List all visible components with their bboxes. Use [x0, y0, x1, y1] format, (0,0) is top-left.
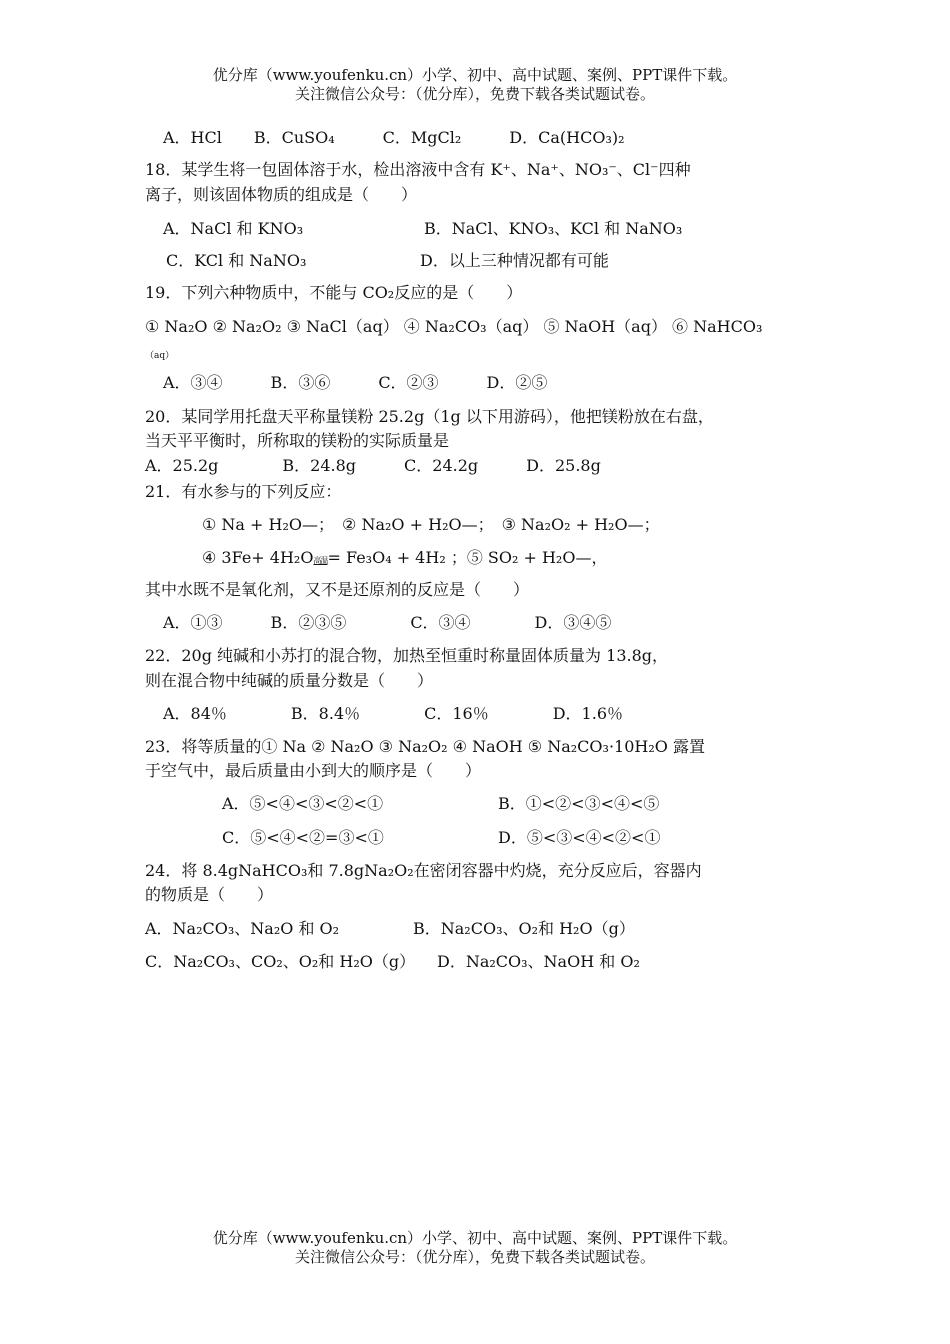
q21-question: 其中水既不是氧化剂，又不是还原剂的反应是（ ） — [145, 580, 530, 599]
q18-option-d: D．以上三种情况都有可能 — [420, 251, 609, 270]
page-footer — [0, 1229, 950, 1267]
q18-option-a: A．NaCl 和 KNO₃ — [163, 219, 304, 238]
header-line-2: 关注微信公众号：（优分库），免费下载各类试题试卷。 — [294, 85, 655, 103]
q22-options: A．84％ B．8.4％ C．16％ D．1.6％ — [163, 704, 623, 723]
q19-substances-wrap: （aq） — [145, 351, 175, 361]
header-line-1: 优分库（www.youfenku.cn）小学、初中、高中试题、案例、PPT课件下载。 — [212, 66, 738, 84]
q21-reactions-2 — [202, 547, 607, 572]
q21-stem: 21．有水参与的下列反应： — [145, 482, 342, 501]
q21-reaction-4-right: = Fe₃O₄ + 4H₂ ；⑤ SO₂ + H₂O—， — [327, 548, 608, 567]
q19-substances: ① Na₂O ② Na₂O₂ ③ NaCl（aq） ④ Na₂CO₃（aq） ⑤ NaOH（aq） ⑥ NaHCO₃ — [145, 317, 763, 336]
q24-option-d: D．Na₂CO₃、NaOH 和 O₂ — [437, 952, 640, 971]
q23-option-b: B．①<②<③<④<⑤ — [498, 794, 660, 813]
q18-option-b: B．NaCl、KNO₃、KCl 和 NaNO₃ — [424, 219, 683, 238]
q19-stem: 19．下列六种物质中，不能与 CO₂反应的是（ ） — [145, 283, 523, 302]
q18-stem-line-2: 离子，则该固体物质的组成是（ ） — [145, 185, 418, 204]
q18-option-c: C．KCl 和 NaNO₃ — [166, 251, 307, 270]
footer-line-1: 优分库（www.youfenku.cn）小学、初中、高中试题、案例、PPT课件下载。 — [212, 1229, 738, 1247]
q17-options: A．HCl B．CuSO₄ C．MgCl₂ D．Ca(HCO₃)₂ — [163, 128, 625, 147]
q23-option-d: D．⑤<③<④<②<① — [498, 828, 661, 847]
q24-stem-line-1: 24．将 8.4gNaHCO₃和 7.8gNa₂O₂在密闭容器中灼烧，充分反应后，容器内 — [145, 861, 702, 880]
q24-stem-line-2: 的物质是（ ） — [145, 885, 274, 904]
q19-options: A．③④ B．③⑥ C．②③ D．②⑤ — [163, 373, 548, 392]
q20-options: A．25.2g B．24.8g C．24.2g D．25.8g — [145, 456, 601, 475]
q22-stem-line-1: 22．20g 纯碱和小苏打的混合物，加热至恒重时称量固体质量为 13.8g， — [145, 646, 669, 665]
q24-option-c: C．Na₂CO₃、CO₂、O₂和 H₂O（g） — [145, 952, 416, 971]
q18-stem-line-1: 18．某学生将一包固体溶于水，检出溶液中含有 K⁺、Na⁺、NO₃⁻、Cl⁻四种 — [145, 160, 691, 179]
q24-option-a: A．Na₂CO₃、Na₂O 和 O₂ — [145, 919, 340, 938]
q23-option-a: A．⑤<④<③<②<① — [222, 794, 384, 813]
q23-option-c: C．⑤<④<②=③<① — [222, 828, 384, 847]
q22-stem-line-2: 则在混合物中纯碱的质量分数是（ ） — [145, 671, 434, 690]
q21-reactions-1: ① Na + H₂O—； ② Na₂O + H₂O—； ③ Na₂O₂ + H₂O—； — [202, 515, 660, 534]
footer-line-2: 关注微信公众号：（优分库），免费下载各类试题试卷。 — [294, 1248, 655, 1266]
q20-stem-line-2: 当天平平衡时，所称取的镁粉的实际质量是 — [145, 431, 450, 450]
q23-stem-line-2: 于空气中，最后质量由小到大的顺序是（ ） — [145, 761, 482, 780]
q20-stem-line-1: 20．某同学用托盘天平称量镁粉 25.2g（1g 以下用游码），他把镁粉放在右盘， — [145, 407, 714, 426]
q21-options: A．①③ B．②③⑤ C．③④ D．③④⑤ — [163, 613, 612, 632]
q21-reaction-4-left: ④ 3Fe+ 4H₂O — [202, 548, 314, 567]
q23-stem-line-1: 23．将等质量的① Na ② Na₂O ③ Na₂O₂ ④ NaOH ⑤ Na₂CO₃·10H₂O 露置 — [145, 737, 705, 756]
page-header — [0, 66, 950, 104]
reaction-condition-label: 高温 — [313, 556, 328, 565]
q24-option-b: B．Na₂CO₃、O₂和 H₂O（g） — [413, 919, 635, 938]
